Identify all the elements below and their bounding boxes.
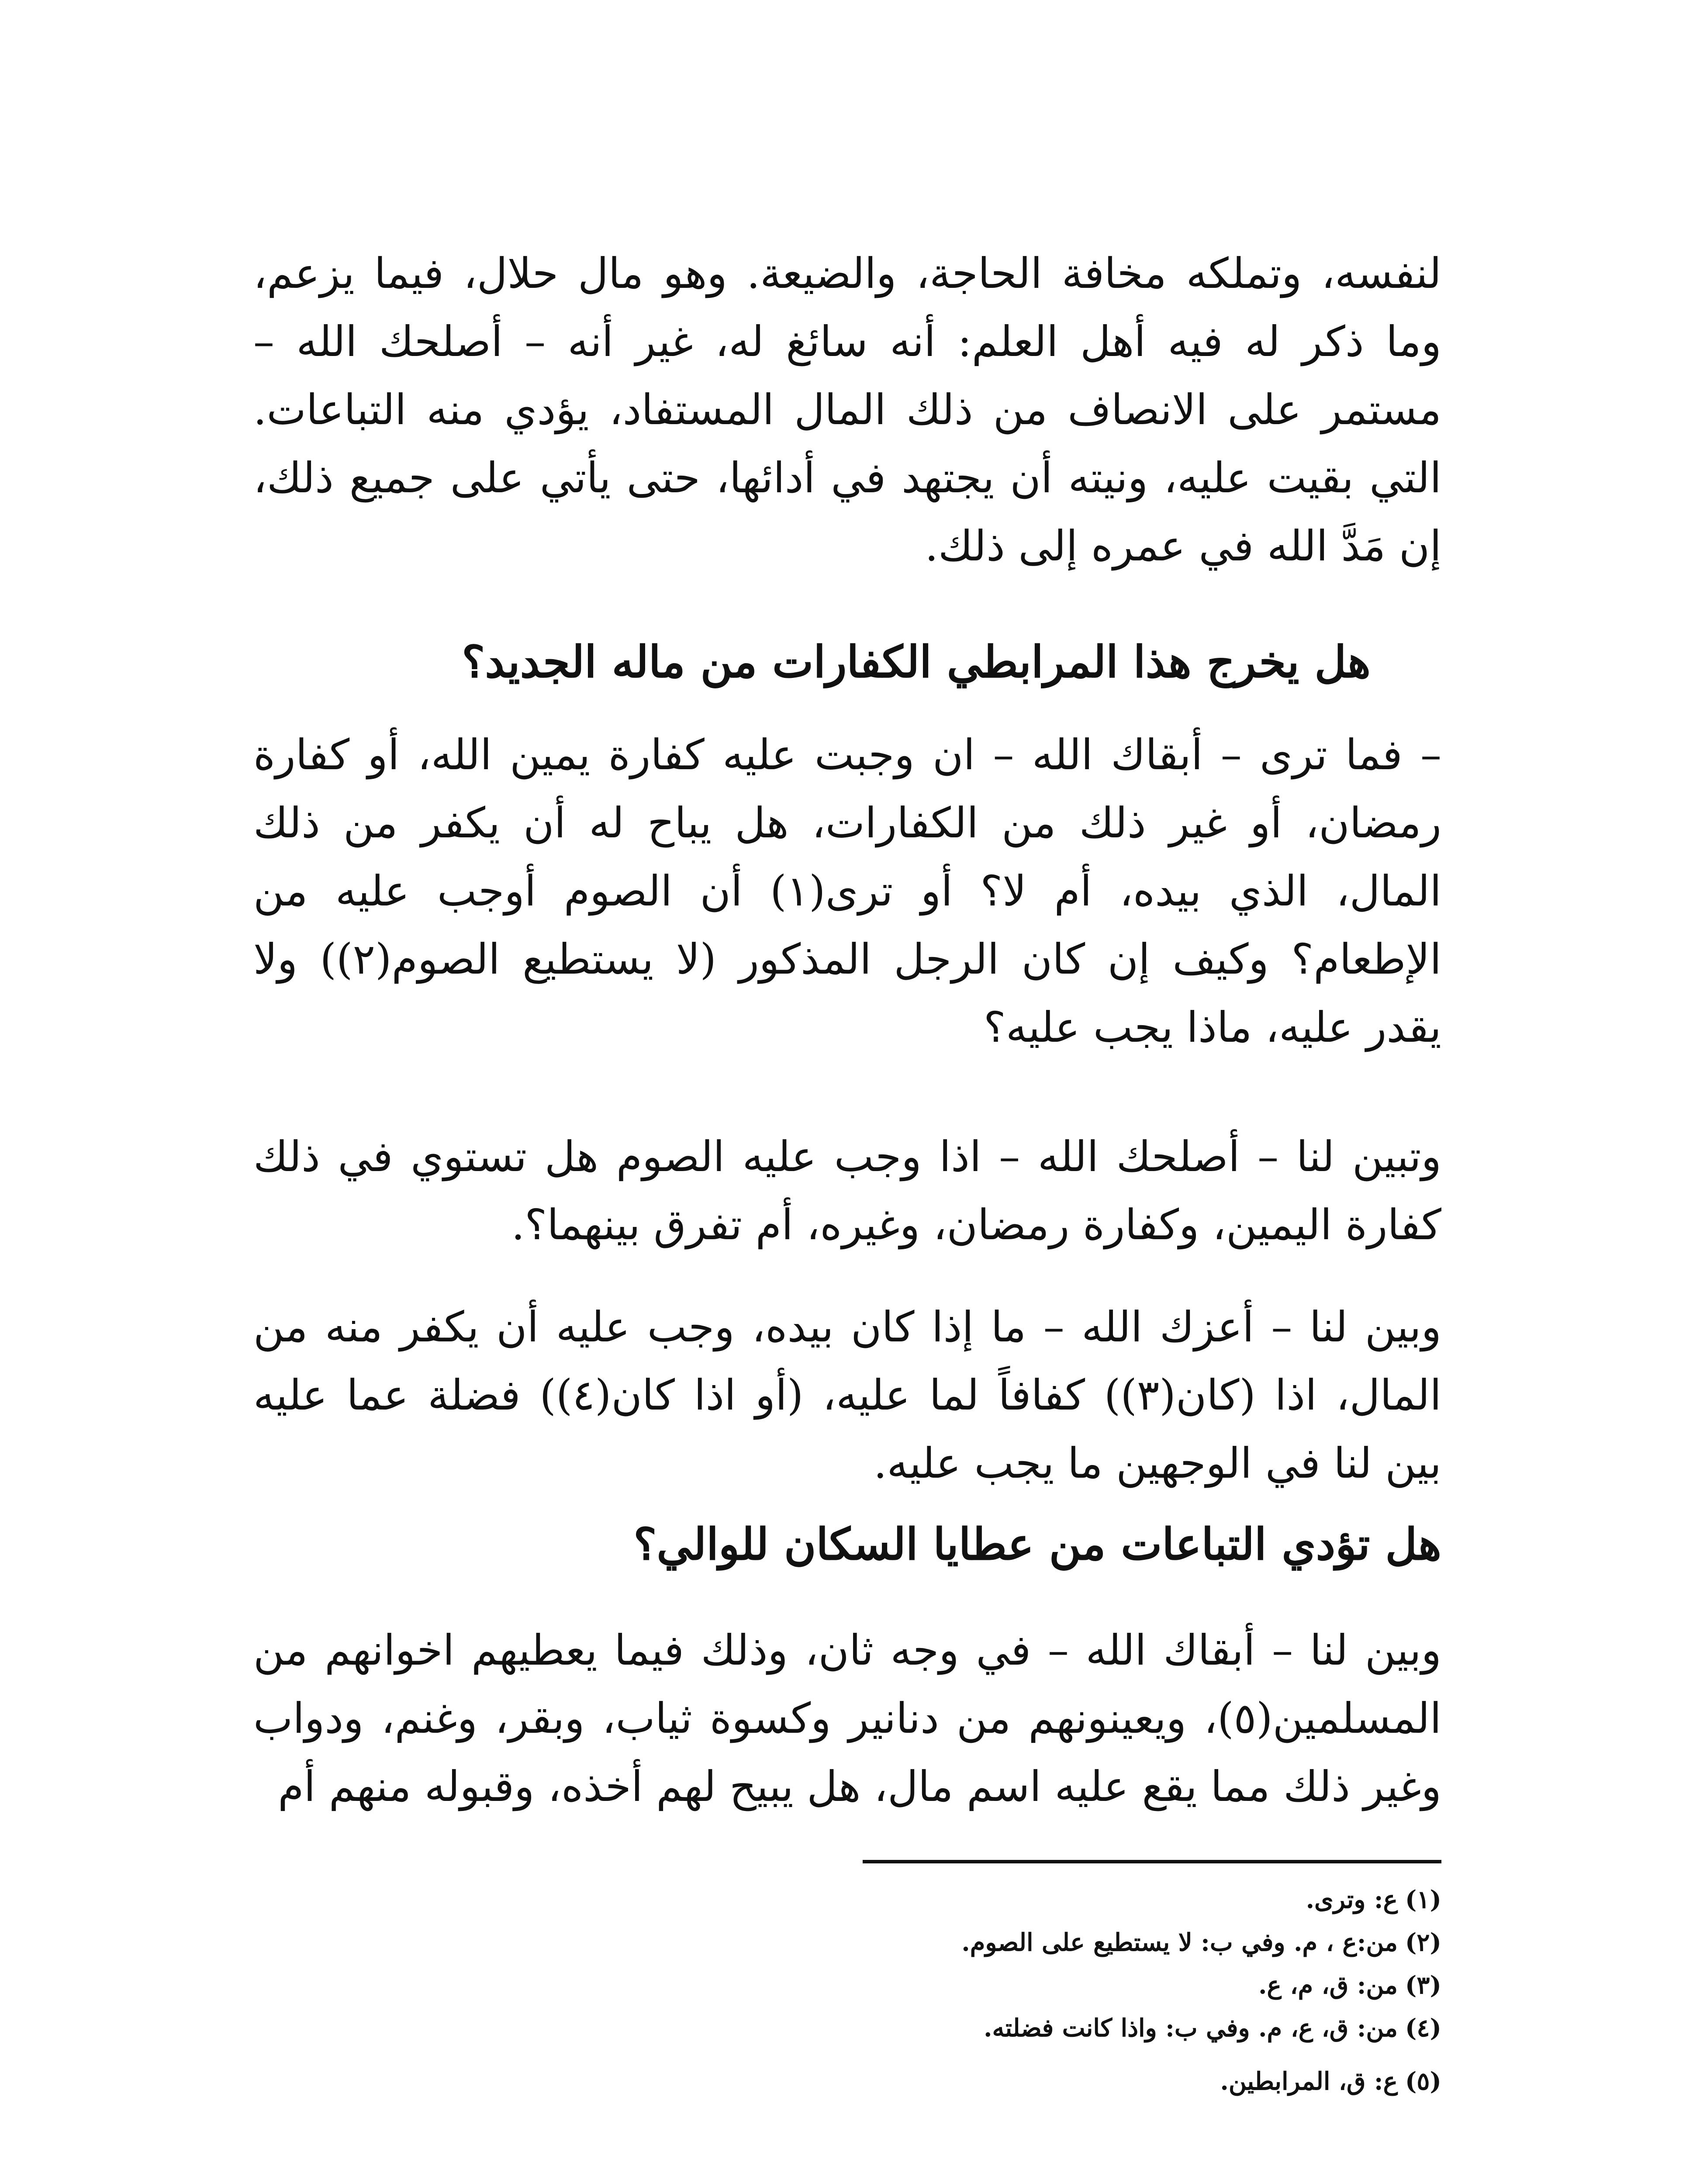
footnote-4 xyxy=(655,2007,1441,2049)
footnote-text: ع: ق، المرابطين. xyxy=(1220,2067,1398,2096)
paragraph-1: لنفسه، وتملكه مخافة الحاجة، والضيعة. وهو مال حلال، فيما يزعم، وما ذكر له فيه أهل العلم: أنه سائغ له، غير أنه – أصلحك الله – مستمر على الانصاف من ذلك المال المستفاد، يؤدي منه التباعات. التي بقيت عليه، ونيته أن يجتهد في أدائها، حتى يأتي على جميع ذلك، إن مَدَّ الله في عمره إلى ذلك. xyxy=(253,249,1442,570)
footnote-number: (٤) xyxy=(1405,2014,1441,2042)
footnote-text: ع: وترى. xyxy=(1306,1885,1398,1914)
paragraph-5: وبين لنا – أبقاك الله – في وجه ثان، وذلك فيما يعطيهم اخوانهم من المسلمين(٥)، ويعينونهم من دنانير وكسوة ثياب، وبقر، وغنم، ودواب وغير ذلك مما يقع عليه اسم مال، هل يبيح لهم أخذه، وقبوله منهم أم xyxy=(253,1626,1442,1811)
footnotes xyxy=(655,1878,1441,2103)
paragraph-3: وتبين لنا – أصلحك الله – اذا وجب عليه الصوم هل تستوي في ذلك كفارة اليمين، وكفارة رمضان، وغيره، أم تفرق بينهما؟. xyxy=(253,1132,1441,1249)
footnote-text: من:ع ، م. وفي ب: لا يستطيع على الصوم. xyxy=(961,1928,1398,1957)
footnote-3 xyxy=(655,1964,1441,2007)
footnote-1 xyxy=(655,1878,1441,1921)
section-heading-1: هل يخرج هذا المرابطي الكفارات من ماله الجديد؟ xyxy=(462,636,1371,688)
footnote-text: من: ق، ع، م. وفي ب: واذا كانت فضلته. xyxy=(983,2014,1398,2042)
footnote-5 xyxy=(655,2060,1441,2103)
footnote-2 xyxy=(655,1921,1441,1964)
section-heading-2: هل تؤدي التباعات من عطايا السكان للوالي؟ xyxy=(633,1518,1441,1570)
footnote-divider xyxy=(863,1860,1441,1863)
paragraph-2: – فما ترى – أبقاك الله – ان وجبت عليه كفارة يمين الله، أو كفارة رمضان، أو غير ذلك من الكفارات، هل يباح له أن يكفر من ذلك المال، الذي بيده، أم لا؟ أو ترى(١) أن الصوم أوجب عليه من الإطعام؟ وكيف إن كان الرجل المذكور (لا يستطيع الصوم(٢)) ولا يقدر عليه، ماذا يجب عليه؟ xyxy=(253,730,1442,1052)
footnote-number: (١) xyxy=(1405,1885,1441,1914)
footnote-number: (٢) xyxy=(1405,1928,1441,1957)
footnote-number: (٣) xyxy=(1405,1971,1441,2000)
footnote-number: (٥) xyxy=(1405,2067,1441,2096)
footnote-text: من: ق، م، ع. xyxy=(1258,1971,1398,2000)
paragraph-4: وبين لنا – أعزك الله – ما إذا كان بيده، وجب عليه أن يكفر منه من المال، اذا (كان(٣)) كفافاً لما عليه، (أو اذا كان(٤)) فضلة عما عليه بين لنا في الوجهين ما يجب عليه. xyxy=(253,1303,1442,1488)
